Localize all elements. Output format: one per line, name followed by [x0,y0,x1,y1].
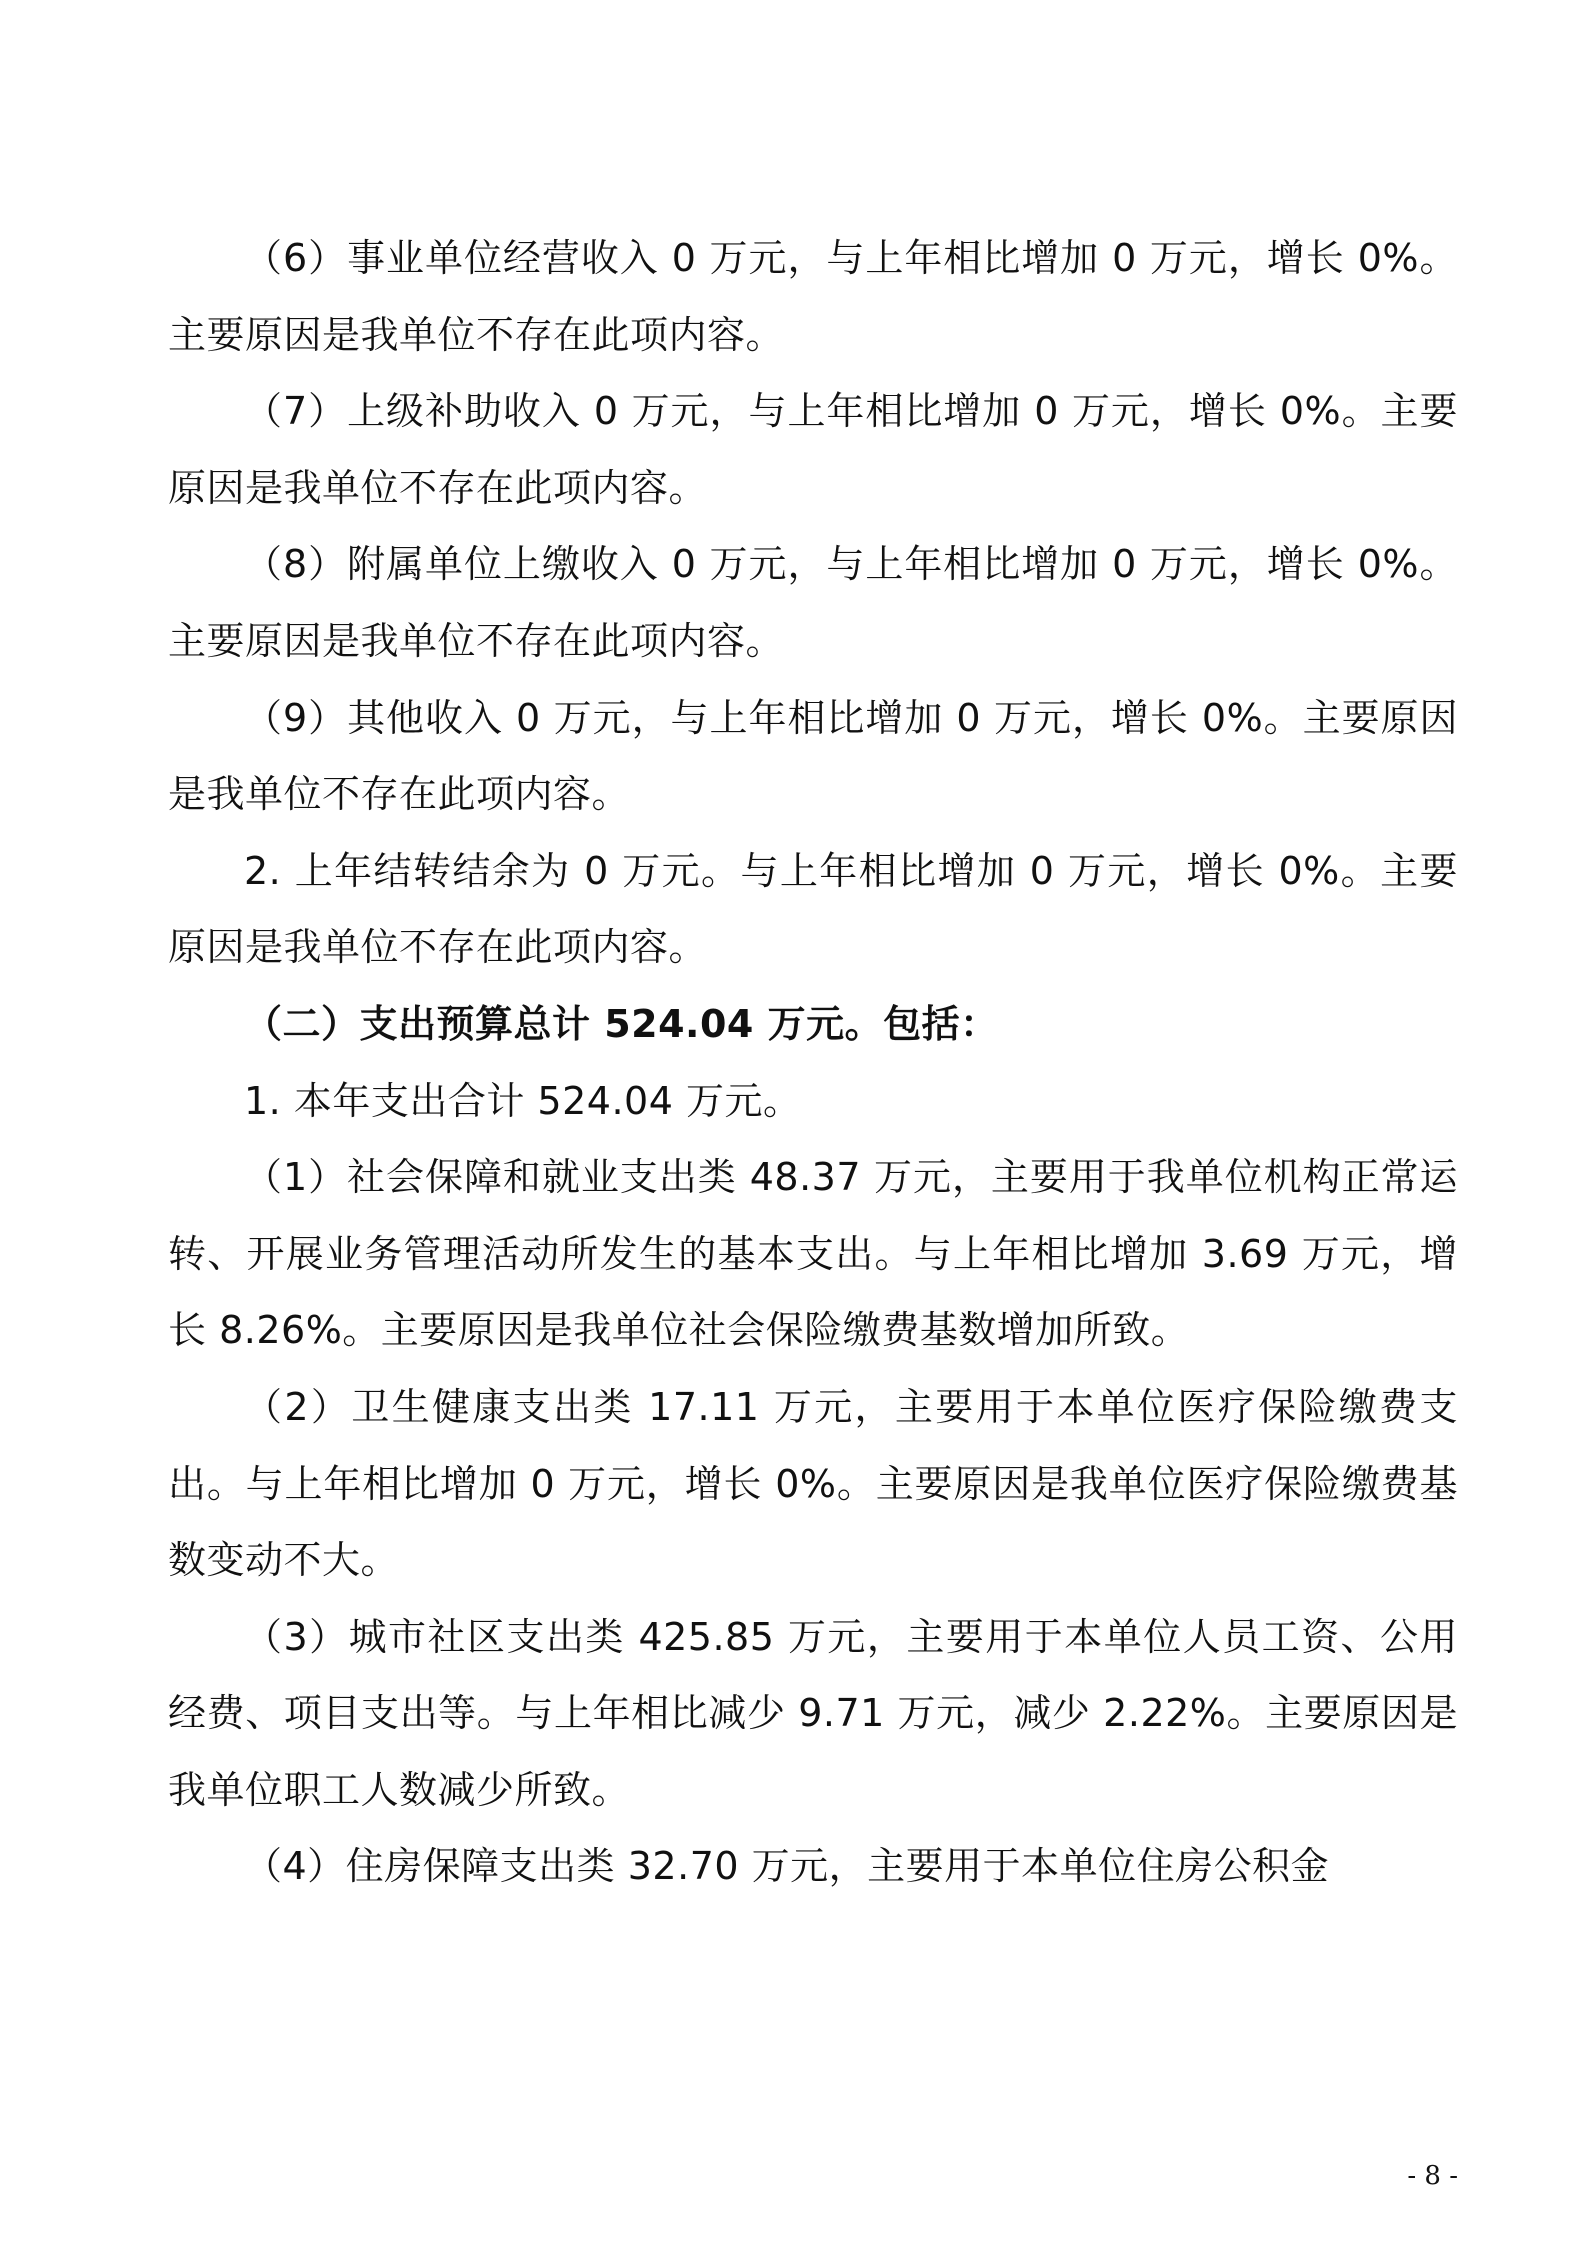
page-number: - 8 - [1407,2161,1458,2191]
paragraph-expenditure-2: （2）卫生健康支出类 17.11 万元，主要用于本单位医疗保险缴费支出。与上年相比增加 0 万元，增长 0%。主要原因是我单位医疗保险缴费基数变动不大。 [168,1384,1458,1583]
paragraph-expenditure-1: （1）社会保障和就业支出类 48.37 万元，主要用于我单位机构正常运转、开展业务管理活动所发生的基本支出。与上年相比增加 3.69 万元，增长 8.26%。主要原因是我单位社会保险缴费基数增加所致。 [168,1155,1458,1353]
paragraph-income-9: （9）其他收入 0 万元，与上年相比增加 0 万元，增长 0%。主要原因是我单位不存在此项内容。 [168,695,1458,817]
document-body [168,220,1458,1905]
paragraph-expenditure-total: 1. 本年支出合计 524.04 万元。 [244,1078,802,1123]
paragraph-expenditure-3: （3）城市社区支出类 425.85 万元，主要用于本单位人员工资、公用经费、项目支出等。与上年相比减少 9.71 万元，减少 2.22%。主要原因是我单位职工人数减少所致。 [168,1614,1458,1812]
paragraph-expenditure-4: （4）住房保障支出类 32.70 万元，主要用于本单位住房公积金 [244,1844,1330,1889]
paragraph-income-7: （7）上级补助收入 0 万元，与上年相比增加 0 万元，增长 0%。主要原因是我单位不存在此项内容。 [168,389,1458,510]
paragraph-carryover: 2. 上年结转结余为 0 万元。与上年相比增加 0 万元，增长 0%。主要原因是我单位不存在此项内容。 [168,848,1458,970]
section-heading-expenditure: （二）支出预算总计 524.04 万元。包括： [244,1001,999,1046]
paragraph-income-8: （8）附属单位上缴收入 0 万元，与上年相比增加 0 万元，增长 0%。主要原因是我单位不存在此项内容。 [168,542,1458,663]
paragraph-income-6: （6）事业单位经营收入 0 万元，与上年相比增加 0 万元，增长 0%。主要原因是我单位不存在此项内容。 [168,236,1458,357]
